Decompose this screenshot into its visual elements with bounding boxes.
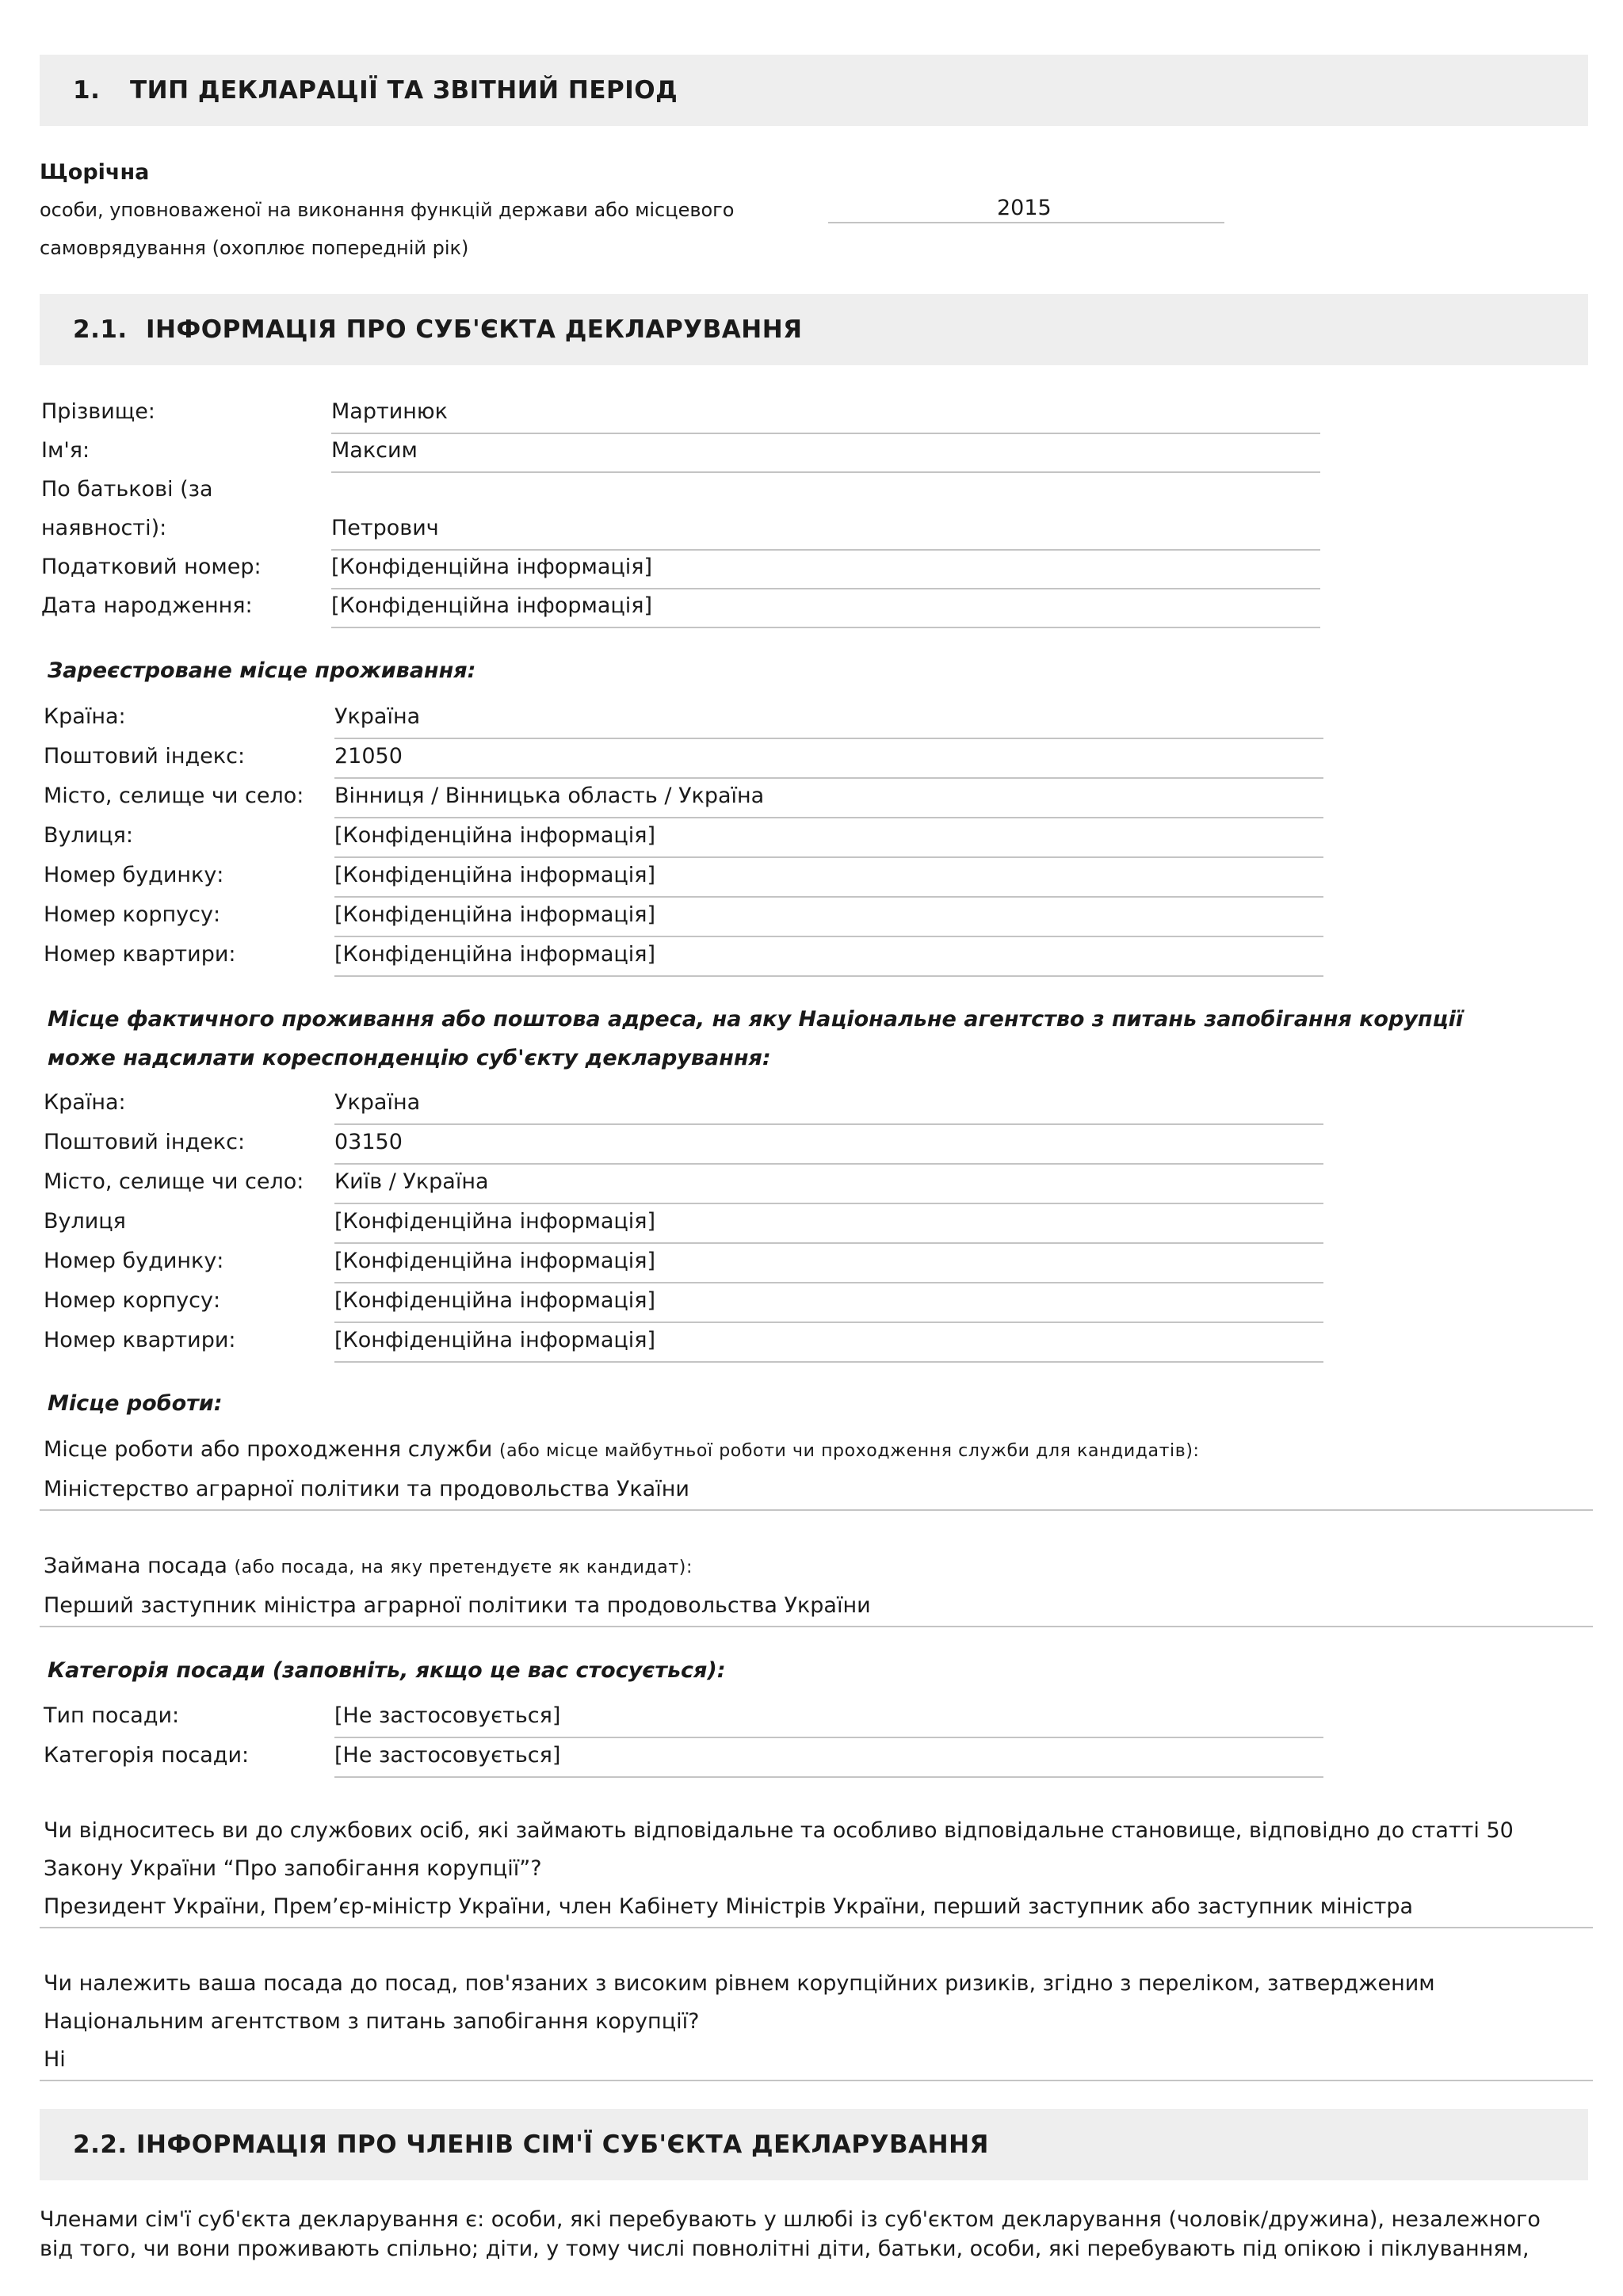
reg-house <box>0 863 1623 902</box>
field-underline <box>334 1322 1323 1323</box>
reg-postal-code <box>0 744 1623 784</box>
section-1-header <box>40 55 1588 126</box>
reg-city <box>0 784 1623 823</box>
reporting-year: 2015 <box>997 196 1052 220</box>
field-underline <box>331 433 1320 434</box>
act-country <box>0 1090 1623 1130</box>
question-2-answer: Ні <box>44 2047 66 2072</box>
act-street <box>0 1209 1623 1249</box>
field-value: Україна <box>334 704 421 729</box>
field-label: наявності): <box>41 516 167 540</box>
family-definition-line1: Членами сім'ї суб'єкта декларування є: особи, які перебувають у шлюбі із суб'єктом декларування (чоловік/дружина), незалежного <box>40 2207 1541 2232</box>
work-underline <box>40 1509 1593 1511</box>
field-value: [Конфіденційна інформація] <box>331 593 653 618</box>
work-label <box>44 1437 1200 1462</box>
act-city <box>0 1169 1623 1209</box>
field-underline <box>331 588 1320 589</box>
field-underline <box>334 1737 1323 1738</box>
field-label: Поштовий індекс: <box>44 1130 246 1154</box>
field-label: Тип посади: <box>44 1703 180 1728</box>
position-underline <box>40 1626 1593 1627</box>
question-2-underline <box>40 2080 1593 2081</box>
field-underline <box>331 549 1320 551</box>
field-birth-date <box>0 593 1623 633</box>
section-2-2-header <box>40 2109 1588 2180</box>
field-value: Мартинюк <box>331 399 448 424</box>
field-name <box>0 438 1623 478</box>
field-label: Місто, селище чи село: <box>44 784 304 808</box>
reg-street <box>0 823 1623 863</box>
field-underline <box>334 1776 1323 1778</box>
field-underline <box>334 1282 1323 1283</box>
field-label: Номер будинку: <box>44 863 224 887</box>
registered-address-heading: Зареєстроване місце проживання: <box>48 658 476 683</box>
field-label: Країна: <box>44 704 126 729</box>
field-value: [Конфіденційна інформація] <box>334 863 656 887</box>
field-underline <box>334 738 1323 739</box>
field-underline <box>334 1242 1323 1244</box>
reg-apartment <box>0 942 1623 982</box>
act-postal-code <box>0 1130 1623 1169</box>
section-title: ІНФОРМАЦІЯ ПРО СУБ'ЄКТА ДЕКЛАРУВАННЯ <box>146 315 803 344</box>
field-value: Київ / Україна <box>334 1169 489 1194</box>
field-label: Категорія посади: <box>44 1743 250 1768</box>
field-label-patronymic-line1: По батькові (за <box>41 477 213 502</box>
field-underline <box>334 896 1323 898</box>
question-2-line2: Національним агентством з питань запобігання корупції? <box>44 2009 700 2034</box>
field-tax-number <box>0 555 1623 594</box>
work-heading: Місце роботи: <box>48 1391 223 1416</box>
field-label: Номер квартири: <box>44 1328 236 1352</box>
field-value: [Конфіденційна інформація] <box>334 1288 656 1313</box>
declaration-desc-line1: особи, уповноваженої на виконання функцій держави або місцевого <box>40 199 735 221</box>
reg-building <box>0 902 1623 942</box>
field-value: [Конфіденційна інформація] <box>334 902 656 927</box>
field-underline <box>331 627 1320 628</box>
actual-address-heading-line1: Місце фактичного проживання або поштова адреса, на яку Національне агентство з питань запобігання корупції <box>48 1007 1464 1032</box>
category-heading: Категорія посади (заповніть, якщо це вас стосується): <box>48 1658 726 1683</box>
field-label: Номер квартири: <box>44 942 236 967</box>
field-label: Поштовий індекс: <box>44 744 246 769</box>
section-title: ТИП ДЕКЛАРАЦІЇ ТА ЗВІТНИЙ ПЕРІОД <box>130 76 678 105</box>
field-value: [Не застосовується] <box>334 1743 561 1768</box>
field-underline <box>334 975 1323 977</box>
field-underline <box>334 936 1323 937</box>
field-underline <box>334 1163 1323 1165</box>
field-label: Прізвище: <box>41 399 155 424</box>
work-label-note: (або місце майбутньої роботи чи проходження служби для кандидатів): <box>498 1441 1200 1461</box>
field-value: Вінниця / Вінницька область / Україна <box>334 784 765 808</box>
position-label-main: Займана посада <box>44 1554 227 1578</box>
field-value: [Конфіденційна інформація] <box>331 555 653 579</box>
field-value: [Конфіденційна інформація] <box>334 1249 656 1273</box>
section-number: 1. <box>73 76 101 105</box>
act-building <box>0 1288 1623 1328</box>
field-label: Вулиця <box>44 1209 126 1234</box>
field-underline <box>334 1203 1323 1204</box>
field-underline <box>334 777 1323 779</box>
field-label: Номер корпусу: <box>44 1288 221 1313</box>
category-value <box>0 1743 1623 1783</box>
section-title: ІНФОРМАЦІЯ ПРО ЧЛЕНІВ СІМ'Ї СУБ'ЄКТА ДЕКЛАРУВАННЯ <box>136 2130 989 2159</box>
field-label: Номер будинку: <box>44 1249 224 1273</box>
field-label: Країна: <box>44 1090 126 1115</box>
field-underline <box>334 856 1323 858</box>
section-2-1-header <box>40 294 1588 365</box>
field-value: Петрович <box>331 516 439 540</box>
actual-address-heading-line2: може надсилати кореспонденцію суб'єкту декларування: <box>48 1046 771 1070</box>
act-apartment <box>0 1328 1623 1367</box>
question-1-line1: Чи відноситесь ви до службових осіб, які займають відповідальне та особливо відповідальне становище, відповідно до статті 50 <box>44 1818 1514 1843</box>
field-value: [Не застосовується] <box>334 1703 561 1728</box>
declaration-desc-line2: самоврядування (охоплює попередній рік) <box>40 237 469 259</box>
field-label: Дата народження: <box>41 593 253 618</box>
field-label: Податковий номер: <box>41 555 262 579</box>
declaration-type: Щорічна <box>40 160 150 185</box>
field-underline <box>334 1361 1323 1363</box>
work-value: Міністерство аграрної політики та продовольства Укаїни <box>44 1477 689 1501</box>
position-label <box>44 1554 693 1578</box>
question-1-answer: Президент України, Прем’єр-міністр України, член Кабінету Міністрів України, перший заступник або заступник міністра <box>44 1894 1414 1919</box>
field-value: [Конфіденційна інформація] <box>334 1209 656 1234</box>
question-1-line2: Закону України “Про запобігання корупції”? <box>44 1856 542 1881</box>
position-label-note: (або посада, на яку претендуєте як кандидат): <box>234 1558 693 1577</box>
question-2-line1: Чи належить ваша посада до посад, пов'язаних з високим рівнем корупційних ризиків, згідно з переліком, затвердженим <box>44 1971 1435 1996</box>
field-label: Вулиця: <box>44 823 134 848</box>
work-label-main: Місце роботи або проходження служби <box>44 1437 493 1462</box>
field-value: 21050 <box>334 744 403 769</box>
section-number: 2.1. <box>73 315 128 344</box>
field-underline <box>334 817 1323 818</box>
year-underline <box>828 222 1224 223</box>
field-underline <box>334 1123 1323 1125</box>
field-patronymic <box>0 516 1623 555</box>
section-number: 2.2. <box>73 2130 128 2159</box>
field-value: [Конфіденційна інформація] <box>334 1328 656 1352</box>
field-label: Номер корпусу: <box>44 902 221 927</box>
field-value: [Конфіденційна інформація] <box>334 942 656 967</box>
field-value: Максим <box>331 438 418 463</box>
field-surname <box>0 399 1623 439</box>
act-house <box>0 1249 1623 1288</box>
position-value: Перший заступник міністра аграрної політики та продовольства України <box>44 1593 871 1618</box>
family-definition-line2: від того, чи вони проживають спільно; діти, у тому числі повнолітні діти, батьки, особи, які перебувають під опікою і піклуванням, <box>40 2237 1529 2261</box>
field-label: Ім'я: <box>41 438 90 463</box>
field-label: Місто, селище чи село: <box>44 1169 304 1194</box>
question-1-underline <box>40 1927 1593 1928</box>
field-underline <box>331 471 1320 473</box>
field-value: [Конфіденційна інформація] <box>334 823 656 848</box>
field-value: Україна <box>334 1090 421 1115</box>
category-type <box>0 1703 1623 1743</box>
reg-country <box>0 704 1623 744</box>
field-value: 03150 <box>334 1130 403 1154</box>
